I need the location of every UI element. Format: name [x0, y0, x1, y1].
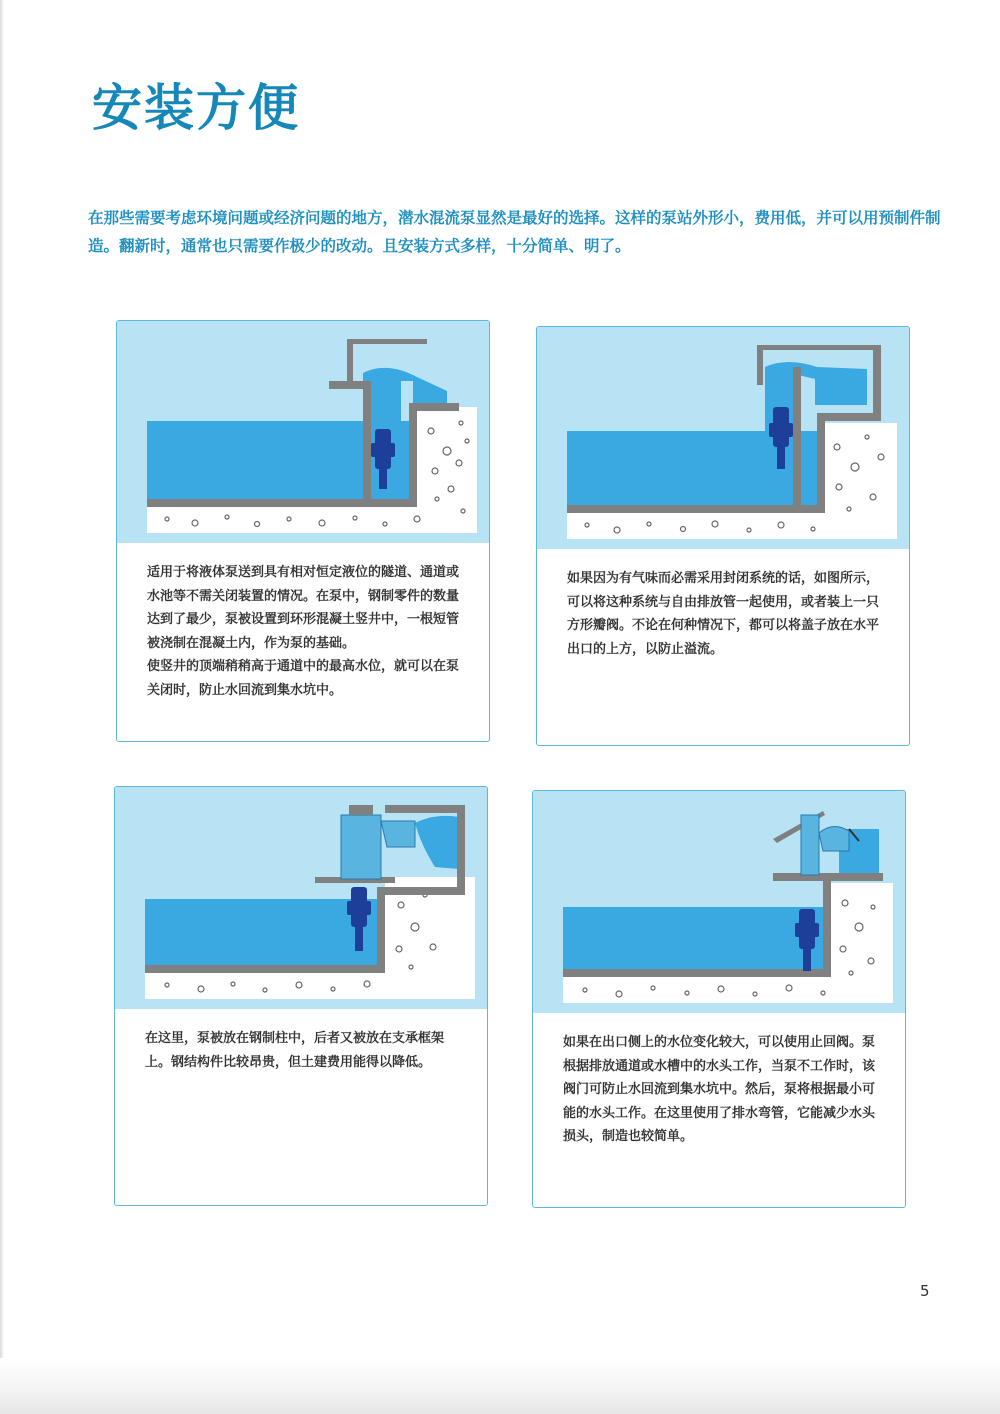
illustration-4 [533, 791, 905, 1013]
card-3-paragraph-1: 在这里，泵被放在钢制柱中，后者又被放在支承框架上。钢结构件比较昂贵，但土建费用能得以降低。 [145, 1031, 445, 1070]
page-number: 5 [920, 1282, 930, 1300]
installation-card-1 [116, 320, 490, 742]
page-title: 安装方便 [92, 79, 300, 137]
installation-card-3 [114, 786, 488, 1206]
card-4-paragraph-1: 如果在出口侧上的水位变化较大，可以使用止回阀。泵根据排放通道或水槽中的水头工作，当泵不工作时，该阀门可防止水回流到集水坑中。然后，泵将根据最小可能的水头工作。在这里使用了排水弯管，它能减少水头损头，制造也较简单。 [563, 1035, 876, 1144]
card-1-text [117, 543, 489, 702]
illustration-1 [117, 321, 489, 543]
installation-diagram-2 [537, 327, 909, 549]
card-2-paragraph-1: 如果因为有气味而必需采用封闭系统的话，如图所示，可以将这种系统与自由排放管一起使用，或者装上一只方形瓣阀。不论在何种情况下，都可以将盖子放在水平出口的上方，以防止溢流。 [567, 571, 880, 657]
water-icon [563, 907, 823, 971]
card-3-text [115, 1009, 487, 1074]
page-edge-shadow [0, 0, 4, 1414]
card-4-text [533, 1013, 905, 1149]
installation-card-4 [532, 790, 906, 1208]
illustration-3 [115, 787, 487, 1009]
card-1-paragraph-1: 适用于将液体泵送到具有相对恒定液位的隧道、通道或水池等不需关闭装置的情况。在泵中，钢制零件的数量达到了最少，泵被设置到环形混凝土竖井中，一根短管被浇制在混凝土内，作为泵的基础。 [147, 565, 460, 651]
page-bottom-shadow [0, 1358, 1000, 1414]
intro-paragraph: 在那些需要考虑环境问题或经济问题的地方，潜水混流泵显然是最好的选择。这样的泵站外形小，费用低，并可以用预制件制造。翻新时，通常也只需要作极少的改动。且安装方式多样，十分简单、明了。 [88, 209, 941, 255]
installation-card-2 [536, 326, 910, 746]
illustration-2 [537, 327, 909, 549]
card-2-text [537, 549, 909, 661]
installation-diagram-1 [117, 321, 489, 543]
installation-diagram-3 [115, 787, 487, 1009]
installation-diagram-4 [533, 791, 905, 1013]
card-1-paragraph-2: 使竖井的顶端稍稍高于通道中的最高水位，就可以在泵关闭时，防止水回流到集水坑中。 [147, 659, 460, 698]
